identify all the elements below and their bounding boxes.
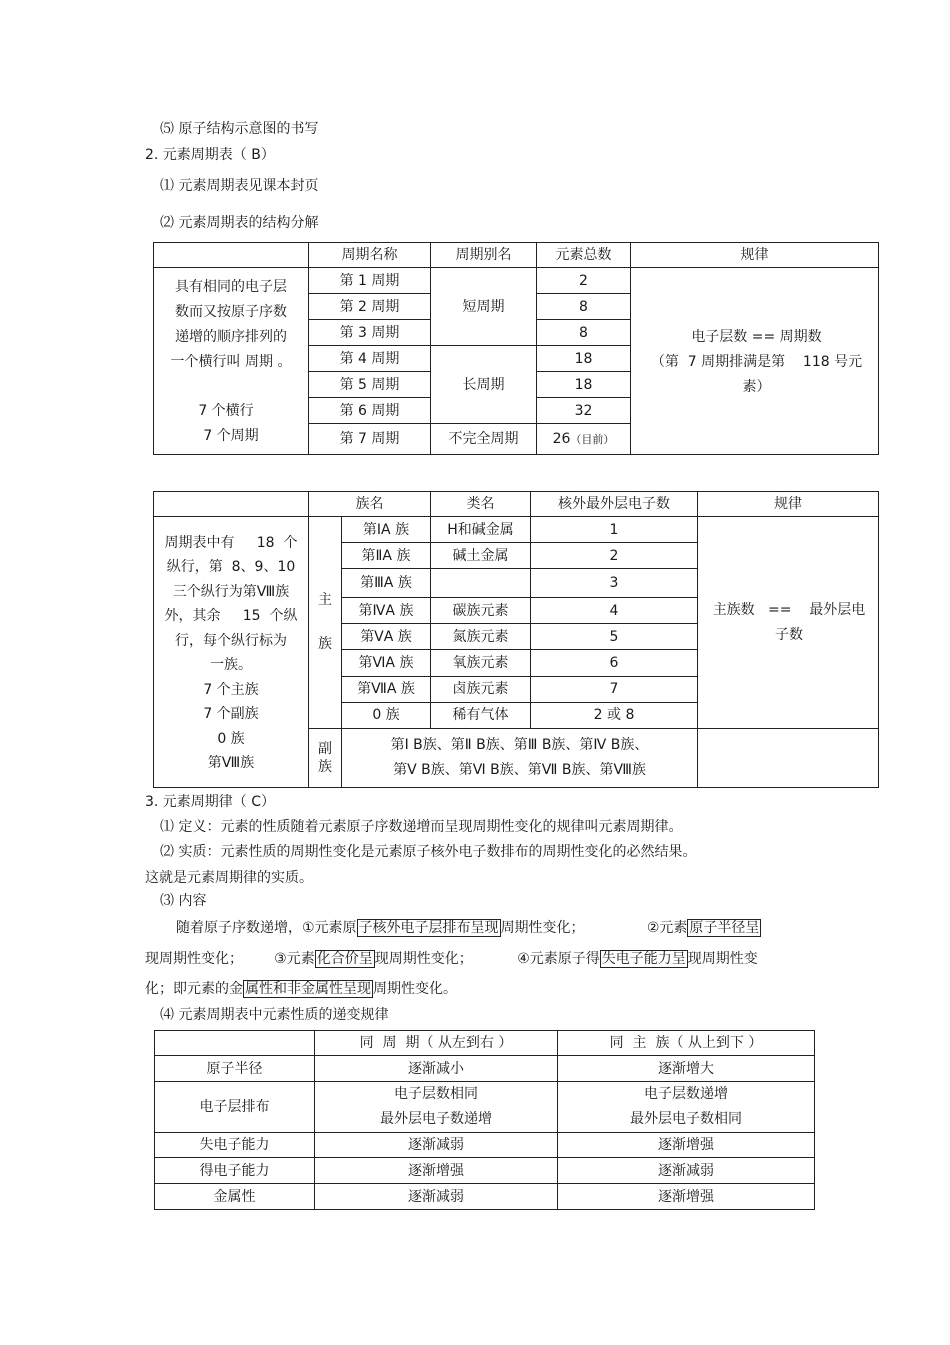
group-electrons: 6 [531, 650, 698, 676]
period-name: 第 1 周期 [309, 268, 431, 294]
period-desc-line: 一个横行叫 周期 。 [170, 354, 292, 370]
group-desc-line: 行，每个纵行标为 [175, 632, 287, 649]
trend-label: 金属性 [155, 1184, 315, 1210]
trend-line: 最外层电子数相同 [630, 1111, 742, 1127]
group-name: 第ⅣA 族 [342, 598, 431, 624]
content-para-1 [176, 919, 761, 937]
trend-group-value: 逐渐减弱 [558, 1158, 815, 1184]
period-summary-rows: 7 个横行 [198, 403, 254, 419]
trend-corner-cell [155, 1031, 315, 1056]
group-header-name: 族名 [309, 492, 431, 517]
sub-group-list [342, 728, 698, 787]
trend-group-value: 逐渐增强 [558, 1133, 815, 1158]
trend-label: 原子半径 [155, 1056, 315, 1082]
group-category: 碱土金属 [431, 543, 531, 569]
trend-period-value: 逐渐减弱 [315, 1133, 558, 1158]
period-rule-line: 素） [742, 378, 771, 395]
trend-period-value: 逐渐减弱 [315, 1184, 558, 1210]
s3-essence-cont: 这就是元素周期律的实质。 [145, 870, 313, 886]
text-span: 周期性变化。 [373, 981, 457, 997]
trend-header-group: 同 主 族（ 从上到下 ） [558, 1031, 815, 1056]
trend-period-value: 逐渐减小 [315, 1056, 558, 1082]
period-header-name: 周期名称 [309, 243, 431, 268]
trend-table [154, 1030, 815, 1210]
sub-group-rule [698, 728, 879, 787]
group-header-category: 类名 [431, 492, 531, 517]
group-header-electrons: 核外最外层电子数 [531, 492, 698, 517]
section-2-title: 2. 元素周期表（ B） [145, 147, 275, 163]
text-span: 周期性变化； ②元素 [500, 920, 688, 936]
group-desc-line: 周期表中有 18 个 [164, 534, 298, 551]
period-name: 第 4 周期 [309, 346, 431, 372]
group-summary-eighth: 第Ⅷ族 [207, 755, 255, 772]
content-para-2 [145, 950, 758, 968]
s3-content-title: ⑶ 内容 [160, 893, 207, 909]
sub-label-char: 副 [318, 740, 332, 757]
trend-period-value [315, 1082, 558, 1133]
trend-period-value: 逐渐增强 [315, 1158, 558, 1184]
text-span: 现周期性变 [687, 951, 758, 967]
boxed-term: 化合价呈 [316, 951, 373, 967]
group-electrons: 1 [531, 517, 698, 543]
s3-trend-title: ⑷ 元素周期表中元素性质的递变规律 [160, 1007, 389, 1023]
group-name: 第ⅢA 族 [342, 569, 431, 598]
subsection-1: ⑴ 元素周期表见课本封页 [160, 178, 319, 194]
period-name: 第 6 周期 [309, 398, 431, 424]
period-count-value: 26 [552, 430, 571, 447]
group-rule-line: 主族数 == 最外层电 [712, 602, 866, 619]
group-summary-main: 7 个主族 [203, 681, 259, 698]
sub-group-label [309, 728, 342, 787]
group-summary-zero: 0 族 [217, 730, 245, 747]
group-electrons: 2 或 8 [531, 702, 698, 728]
s3-essence: ⑵ 实质：元素性质的周期性变化是元素原子核外电子数排布的周期性变化的必然结果。 [160, 844, 697, 860]
trend-group-value: 逐渐增强 [558, 1184, 815, 1210]
group-name: 第ⅤA 族 [342, 624, 431, 650]
period-alias-long: 长周期 [431, 346, 537, 424]
trend-line: 电子层数递增 [644, 1086, 728, 1102]
trend-label: 电子层排布 [155, 1082, 315, 1133]
period-count-note: （目前） [570, 432, 615, 446]
group-name: 第ⅡA 族 [342, 543, 431, 569]
group-category: H和碱金属 [431, 517, 531, 543]
s3-definition: ⑴ 定义：元素的性质随着元素原子序数递增而呈现周期性变化的规律叫元素周期律。 [160, 819, 683, 835]
sub-group-line: 第Ⅴ B族、第Ⅵ B族、第Ⅶ B族、第Ⅷ族 [393, 761, 646, 778]
group-header-rule: 规律 [698, 492, 879, 517]
boxed-term: 子核外电子层排布呈现 [358, 920, 499, 936]
group-category: 氧族元素 [431, 650, 531, 676]
period-name: 第 7 周期 [309, 424, 431, 455]
period-count: 32 [537, 398, 631, 424]
text-span: 现周期性变化； ④元素原子得 [374, 951, 600, 967]
group-category: 卤族元素 [431, 676, 531, 702]
period-alias-short: 短周期 [431, 268, 537, 346]
trend-label: 失电子能力 [155, 1133, 315, 1158]
group-rule [698, 517, 879, 729]
group-rule-line: 子数 [775, 627, 803, 644]
period-desc-line: 具有相同的电子层 [175, 279, 287, 295]
period-desc-line: 数而又按原子序数 [175, 304, 287, 320]
period-header-alias: 周期别名 [431, 243, 537, 268]
period-header-rule: 规律 [631, 243, 879, 268]
group-category: 碳族元素 [431, 598, 531, 624]
trend-line: 电子层数相同 [394, 1086, 478, 1102]
group-electrons: 5 [531, 624, 698, 650]
period-corner-cell [154, 243, 309, 268]
group-desc-line: 三个纵行为第Ⅷ族 [172, 583, 290, 600]
main-group-label [309, 517, 342, 729]
main-label-char: 族 [318, 636, 332, 653]
group-summary-sub: 7 个副族 [203, 706, 259, 723]
period-count: 18 [537, 372, 631, 398]
period-header-count: 元素总数 [537, 243, 631, 268]
trend-header-period: 同 周 期（ 从左到右 ） [315, 1031, 558, 1056]
group-name: 第ⅥA 族 [342, 650, 431, 676]
period-rule-line: 电子层数 == 周期数 [691, 328, 822, 345]
group-description [154, 517, 309, 788]
group-name: 0 族 [342, 702, 431, 728]
group-electrons: 4 [531, 598, 698, 624]
period-description [154, 268, 309, 455]
period-name: 第 2 周期 [309, 294, 431, 320]
boxed-term: 属性和非金属性呈现 [245, 981, 371, 997]
period-table [153, 242, 879, 455]
period-rule [631, 268, 879, 455]
period-count-7 [537, 424, 631, 455]
group-category: 稀有气体 [431, 702, 531, 728]
sub-label-char: 族 [318, 758, 332, 775]
group-category [431, 569, 531, 598]
period-count: 8 [537, 320, 631, 346]
period-summary-periods: 7 个周期 [203, 428, 259, 444]
main-label-char: 主 [318, 592, 332, 609]
group-electrons: 7 [531, 676, 698, 702]
trend-line: 最外层电子数递增 [380, 1111, 492, 1127]
period-desc-line: 递增的顺序排列的 [175, 329, 287, 345]
period-name: 第 3 周期 [309, 320, 431, 346]
group-corner-cell [154, 492, 309, 517]
sub-group-line: 第Ⅰ B族、第Ⅱ B族、第Ⅲ B族、第Ⅳ B族、 [390, 736, 649, 753]
section-3-title: 3. 元素周期律（ C） [145, 794, 276, 810]
text-span: 现周期性变化； ③元素 [145, 951, 315, 967]
heading-atomic-structure: ⑸ 原子结构示意图的书写 [160, 121, 319, 137]
trend-label: 得电子能力 [155, 1158, 315, 1184]
group-name: 第ⅠA 族 [342, 517, 431, 543]
text-span: 随着原子序数递增，①元素原 [176, 920, 357, 936]
trend-group-value [558, 1082, 815, 1133]
group-name: 第ⅦA 族 [342, 676, 431, 702]
boxed-term: 失电子能力呈 [601, 951, 686, 967]
period-alias-incomplete: 不完全周期 [431, 424, 537, 455]
subsection-2: ⑵ 元素周期表的结构分解 [160, 215, 319, 231]
group-table [153, 491, 879, 788]
period-count: 2 [537, 268, 631, 294]
group-desc-line: 外，其余 15 个纵 [164, 608, 298, 625]
boxed-term: 原子半径呈 [689, 920, 760, 936]
period-count: 18 [537, 346, 631, 372]
group-category: 氮族元素 [431, 624, 531, 650]
period-name: 第 5 周期 [309, 372, 431, 398]
text-span: 化；即元素的金 [145, 981, 243, 997]
group-desc-line: 一族。 [210, 657, 252, 674]
content-para-3 [145, 980, 457, 998]
group-electrons: 2 [531, 543, 698, 569]
period-rule-line: （第 7 周期排满是第 118 号元 [650, 353, 863, 370]
period-count: 8 [537, 294, 631, 320]
group-desc-line: 纵行，第 8、9、10 [166, 559, 296, 576]
trend-group-value: 逐渐增大 [558, 1056, 815, 1082]
group-electrons: 3 [531, 569, 698, 598]
